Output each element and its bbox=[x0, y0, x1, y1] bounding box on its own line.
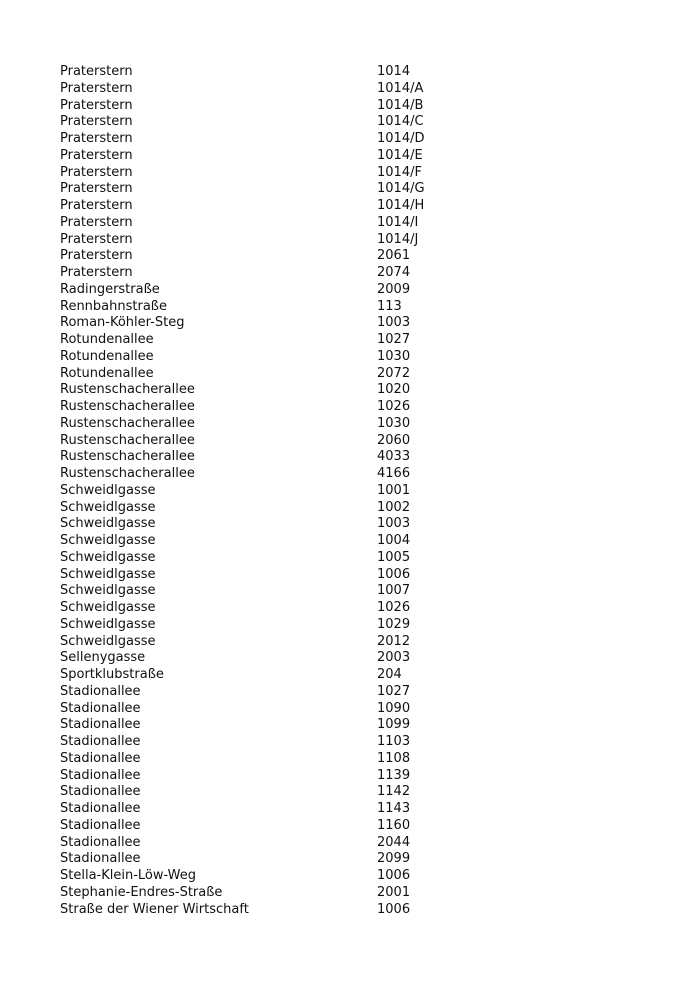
street-name-cell: Stadionallee bbox=[60, 817, 141, 833]
house-number-cell: 2009 bbox=[377, 281, 411, 297]
table-row bbox=[60, 701, 660, 718]
street-name-cell: Schweidlgasse bbox=[60, 566, 156, 582]
table-row bbox=[60, 433, 660, 450]
table-row bbox=[60, 232, 660, 249]
street-name-cell: Schweidlgasse bbox=[60, 482, 156, 498]
street-name-cell: Rustenschacherallee bbox=[60, 399, 195, 414]
table-row bbox=[60, 801, 660, 818]
table-row bbox=[60, 131, 660, 148]
table-row bbox=[60, 851, 660, 868]
house-number-cell: 1014 bbox=[377, 64, 411, 79]
street-name-cell: Stella-Klein-Löw-Weg bbox=[60, 868, 197, 883]
house-number-cell: 1026 bbox=[377, 399, 411, 414]
house-number-cell: 2003 bbox=[377, 650, 411, 666]
table-row bbox=[60, 81, 660, 98]
table-row bbox=[60, 583, 660, 600]
street-name-cell: Schweidlgasse bbox=[60, 533, 156, 548]
house-number-cell: 1014/I bbox=[377, 214, 419, 230]
house-number-cell: 1142 bbox=[377, 784, 411, 800]
house-number-cell: 1030 bbox=[377, 348, 411, 364]
street-name-cell: Praterstern bbox=[60, 64, 133, 79]
street-name-cell: Praterstern bbox=[60, 181, 133, 197]
street-name-cell: Rustenschacherallee bbox=[60, 415, 195, 431]
table-row bbox=[60, 768, 660, 785]
house-number-cell: 2044 bbox=[377, 834, 411, 850]
house-number-cell: 1006 bbox=[377, 868, 411, 883]
street-name-cell: Sportklubstraße bbox=[60, 667, 164, 682]
street-name-cell: Roman-Köhler-Steg bbox=[60, 315, 185, 331]
table-row bbox=[60, 349, 660, 366]
table-row bbox=[60, 634, 660, 651]
street-name-cell: Stadionallee bbox=[60, 784, 141, 800]
table-row bbox=[60, 64, 660, 81]
street-name-cell: Schweidlgasse bbox=[60, 516, 156, 532]
house-number-cell: 1139 bbox=[377, 767, 411, 783]
house-number-cell: 1020 bbox=[377, 382, 411, 398]
house-number-cell: 1003 bbox=[377, 315, 411, 331]
street-name-cell: Stadionallee bbox=[60, 834, 141, 850]
street-name-cell: Praterstern bbox=[60, 231, 133, 247]
street-name-cell: Sellenygasse bbox=[60, 650, 146, 666]
house-number-cell: 1004 bbox=[377, 533, 411, 548]
house-number-cell: 1005 bbox=[377, 549, 411, 565]
table-row bbox=[60, 717, 660, 734]
street-name-cell: Stadionallee bbox=[60, 734, 141, 749]
street-name-cell: Praterstern bbox=[60, 147, 133, 163]
table-row bbox=[60, 98, 660, 115]
house-number-cell: 1014/H bbox=[377, 198, 425, 213]
street-name-cell: Rotundenallee bbox=[60, 365, 154, 381]
table-row bbox=[60, 198, 660, 215]
table-row bbox=[60, 516, 660, 533]
table-row bbox=[60, 734, 660, 751]
house-number-cell: 4033 bbox=[377, 449, 411, 465]
house-number-cell: 2061 bbox=[377, 248, 411, 264]
street-name-cell: Stadionallee bbox=[60, 700, 141, 716]
table-row bbox=[60, 483, 660, 500]
house-number-cell: 1006 bbox=[377, 566, 411, 582]
table-row bbox=[60, 165, 660, 182]
street-name-cell: Praterstern bbox=[60, 198, 133, 213]
street-name-cell: Stephanie-Endres-Straße bbox=[60, 884, 223, 900]
house-number-cell: 2074 bbox=[377, 265, 411, 280]
house-number-cell: 1090 bbox=[377, 700, 411, 716]
table-row bbox=[60, 416, 660, 433]
house-number-cell: 1103 bbox=[377, 734, 411, 749]
table-row bbox=[60, 148, 660, 165]
table-row bbox=[60, 382, 660, 399]
house-number-cell: 1014/F bbox=[377, 164, 422, 180]
house-number-cell: 1007 bbox=[377, 583, 411, 599]
street-name-cell: Schweidlgasse bbox=[60, 616, 156, 632]
house-number-cell: 1099 bbox=[377, 717, 411, 733]
table-row bbox=[60, 567, 660, 584]
table-row bbox=[60, 650, 660, 667]
house-number-cell: 204 bbox=[377, 667, 402, 682]
street-name-cell: Straße der Wiener Wirtschaft bbox=[60, 901, 249, 917]
address-table bbox=[60, 64, 660, 918]
house-number-cell: 1003 bbox=[377, 516, 411, 532]
street-name-cell: Rustenschacherallee bbox=[60, 449, 195, 465]
table-row bbox=[60, 449, 660, 466]
house-number-cell: 2072 bbox=[377, 365, 411, 381]
house-number-cell: 1014/A bbox=[377, 80, 424, 96]
table-row bbox=[60, 366, 660, 383]
street-name-cell: Stadionallee bbox=[60, 750, 141, 766]
street-name-cell: Stadionallee bbox=[60, 767, 141, 783]
table-row bbox=[60, 902, 660, 919]
street-name-cell: Praterstern bbox=[60, 80, 133, 96]
house-number-cell: 1006 bbox=[377, 901, 411, 917]
house-number-cell: 1014/C bbox=[377, 114, 424, 130]
table-row bbox=[60, 265, 660, 282]
table-row bbox=[60, 868, 660, 885]
house-number-cell: 1014/B bbox=[377, 97, 424, 113]
table-row bbox=[60, 332, 660, 349]
street-name-cell: Rustenschacherallee bbox=[60, 432, 195, 448]
street-name-cell: Praterstern bbox=[60, 248, 133, 264]
table-row bbox=[60, 114, 660, 131]
table-row bbox=[60, 466, 660, 483]
street-name-cell: Praterstern bbox=[60, 214, 133, 230]
table-row bbox=[60, 533, 660, 550]
table-row bbox=[60, 885, 660, 902]
table-row bbox=[60, 835, 660, 852]
street-name-cell: Praterstern bbox=[60, 265, 133, 280]
street-name-cell: Rustenschacherallee bbox=[60, 466, 195, 481]
house-number-cell: 1026 bbox=[377, 600, 411, 615]
house-number-cell: 1027 bbox=[377, 332, 411, 347]
table-row bbox=[60, 399, 660, 416]
street-name-cell: Praterstern bbox=[60, 164, 133, 180]
house-number-cell: 2060 bbox=[377, 432, 411, 448]
table-row bbox=[60, 315, 660, 332]
house-number-cell: 4166 bbox=[377, 466, 411, 481]
house-number-cell: 1108 bbox=[377, 750, 411, 766]
street-name-cell: Schweidlgasse bbox=[60, 633, 156, 649]
house-number-cell: 1143 bbox=[377, 801, 411, 816]
table-row bbox=[60, 181, 660, 198]
table-row bbox=[60, 667, 660, 684]
street-name-cell: Schweidlgasse bbox=[60, 600, 156, 615]
table-row bbox=[60, 784, 660, 801]
house-number-cell: 1014/E bbox=[377, 147, 423, 163]
street-name-cell: Stadionallee bbox=[60, 801, 141, 816]
street-name-cell: Schweidlgasse bbox=[60, 549, 156, 565]
table-row bbox=[60, 299, 660, 316]
table-row bbox=[60, 818, 660, 835]
table-row bbox=[60, 550, 660, 567]
house-number-cell: 1014/D bbox=[377, 131, 425, 146]
table-row bbox=[60, 500, 660, 517]
house-number-cell: 2012 bbox=[377, 633, 411, 649]
house-number-cell: 1160 bbox=[377, 817, 411, 833]
street-name-cell: Rotundenallee bbox=[60, 332, 154, 347]
street-name-cell: Praterstern bbox=[60, 131, 133, 146]
street-name-cell: Stadionallee bbox=[60, 717, 141, 733]
street-name-cell: Schweidlgasse bbox=[60, 583, 156, 599]
table-row bbox=[60, 684, 660, 701]
table-row bbox=[60, 600, 660, 617]
house-number-cell: 113 bbox=[377, 298, 402, 314]
table-row bbox=[60, 617, 660, 634]
street-name-cell: Praterstern bbox=[60, 114, 133, 130]
street-name-cell: Rotundenallee bbox=[60, 348, 154, 364]
house-number-cell: 1014/J bbox=[377, 231, 419, 247]
house-number-cell: 1027 bbox=[377, 683, 411, 699]
street-name-cell: Rustenschacherallee bbox=[60, 382, 195, 398]
street-name-cell: Radingerstraße bbox=[60, 281, 160, 297]
table-row bbox=[60, 215, 660, 232]
house-number-cell: 2099 bbox=[377, 851, 411, 867]
table-row bbox=[60, 751, 660, 768]
house-number-cell: 1001 bbox=[377, 482, 411, 498]
house-number-cell: 2001 bbox=[377, 884, 411, 900]
house-number-cell: 1002 bbox=[377, 499, 411, 515]
street-name-cell: Stadionallee bbox=[60, 683, 141, 699]
table-row bbox=[60, 282, 660, 299]
street-name-cell: Rennbahnstraße bbox=[60, 298, 167, 314]
street-name-cell: Schweidlgasse bbox=[60, 499, 156, 515]
street-name-cell: Praterstern bbox=[60, 97, 133, 113]
house-number-cell: 1029 bbox=[377, 616, 411, 632]
table-row bbox=[60, 248, 660, 265]
house-number-cell: 1014/G bbox=[377, 181, 425, 197]
house-number-cell: 1030 bbox=[377, 415, 411, 431]
street-name-cell: Stadionallee bbox=[60, 851, 141, 867]
